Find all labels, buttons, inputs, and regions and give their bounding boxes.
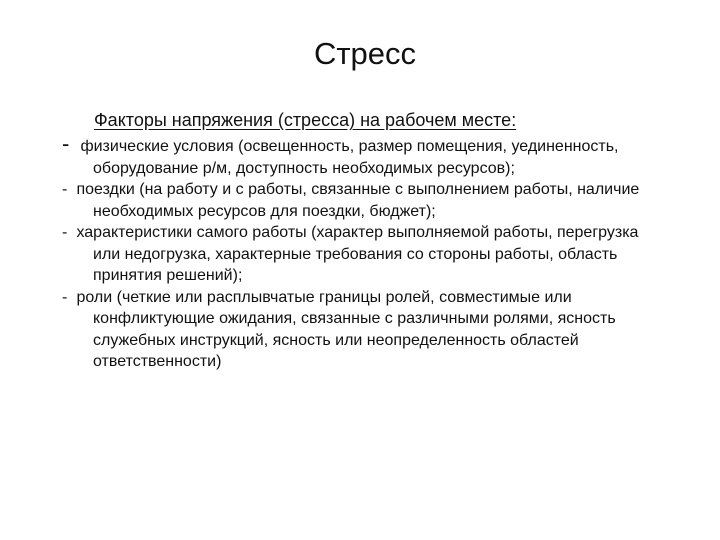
bullet-dash: - — [62, 181, 68, 198]
list-item — [62, 222, 652, 287]
slide-content — [62, 108, 652, 373]
list-item — [62, 131, 652, 179]
bullet-dash: - — [62, 131, 70, 156]
list-item-text: физические условия (освещенность, размер помещения, уединенность, оборудование р/м, доступность необходимых ресурсов); — [80, 138, 619, 177]
bullet-dash: - — [62, 224, 68, 241]
slide-title: Стресс — [313, 36, 417, 71]
section-heading: Факторы напряжения (стресса) на рабочем месте: — [94, 110, 517, 130]
list-item — [62, 287, 652, 373]
list-item-text: характеристики самого работы (характер выполняемой работы, перегрузка или недогрузка, характерные требования со стороны работы, область принятия решений); — [76, 224, 639, 284]
bullet-dash: - — [62, 288, 68, 306]
list-item-text: поездки (на работу и с работы, связанные с выполнением работы, наличие необходимых ресурсов для поездки, бюджет); — [76, 181, 640, 220]
list-item-text: роли (четкие или расплывчатые границы ролей, совместимые или конфликтующие ожидания, связанные с различными ролями, ясность служебных инструкций, ясность или неопределенность областей ответственности) — [76, 288, 616, 370]
list-item — [62, 179, 652, 222]
factor-list — [62, 131, 652, 373]
